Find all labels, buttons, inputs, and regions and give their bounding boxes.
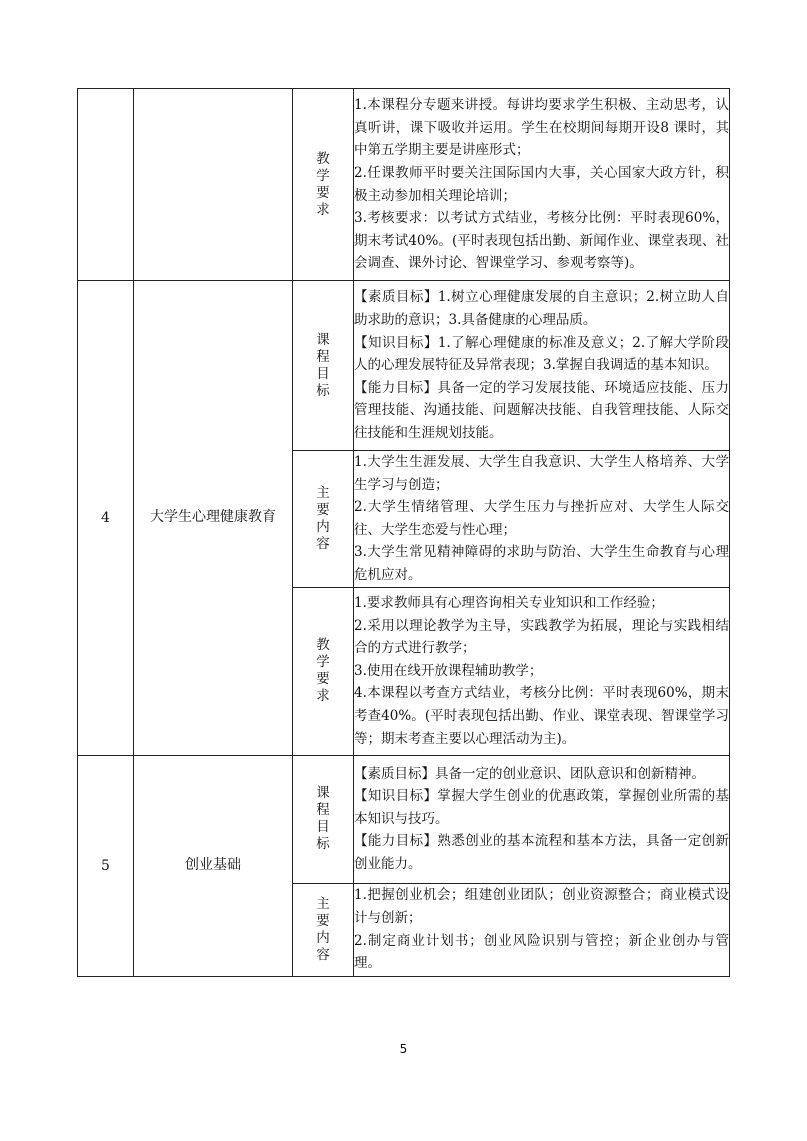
- table-row: [78, 89, 730, 281]
- row-number-cell: 4: [78, 281, 134, 756]
- section-label: 教学要求: [316, 150, 330, 218]
- section-label-cell: [293, 587, 354, 755]
- section-label: 教学要求: [316, 637, 330, 705]
- section-content: 1.大学生生涯发展、大学生自我意识、大学生人格培养、大学生学习与创造； 2.大学生情绪管理、大学生压力与挫折应对、大学生人际交往、大学生恋爱与性心理； 3.大学生常见精神障碍的求助与防治、大学生生命教育与心理危机应对。: [354, 451, 730, 588]
- course-name-cell: 大学生心理健康教育: [134, 281, 293, 756]
- section-label: 课程目标: [316, 331, 330, 399]
- course-name-cell: [134, 89, 293, 281]
- course-name-cell: 创业基础: [134, 755, 293, 976]
- page-number: 5: [399, 1042, 408, 1056]
- section-content: 1.本课程分专题来讲授。每讲均要求学生积极、主动思考，认真听讲，课下吸收并运用。学生在校期间每期开设8 课时，其中第五学期主要是讲座形式； 2.任课教师平时要关注国际国内大事，关心国家大政方针，积极主动参加相关理论培训； 3.考核要求：以考试方式结业，考核分比例：平时表现60%，期末考试40%。(平时表现包括出勤、新闻作业、课堂表现、社会调查、课外讨论、智课堂学习、参观考察等)。: [354, 89, 730, 281]
- section-label-cell: [293, 755, 354, 883]
- section-content: 1.要求教师具有心理咨询相关专业知识和工作经验； 2.采用以理论教学为主导，实践教学为拓展，理论与实践相结合的方式进行教学； 3.使用在线开放课程辅助教学； 4.本课程以考查方式结业，考核分比例：平时表现60%，期末考查40%。(平时表现包括出勤、作业、课堂表现、智课堂学习等；期末考查主要以心理活动为主)。: [354, 587, 730, 755]
- section-content: 【素质目标】1.树立心理健康发展的自主意识；2.树立助人自助求助的意识；3.具备健康的心理品质。 【知识目标】1.了解心理健康的标准及意义；2.了解大学阶段人的心理发展特征及异常表现；3.掌握自我调适的基本知识。 【能力目标】具备一定的学习发展技能、环境适应技能、压力管理技能、沟通技能、问题解决技能、自我管理技能、人际交往技能和生涯规划技能。: [354, 281, 730, 451]
- section-label-cell: [293, 451, 354, 588]
- section-content: 【素质目标】具备一定的创业意识、团队意识和创新精神。 【知识目标】掌握大学生创业的优惠政策，掌握创业所需的基本知识与技巧。 【能力目标】熟悉创业的基本流程和基本方法，具备一定创新创业能力。: [354, 755, 730, 883]
- section-label-cell: [293, 883, 354, 976]
- section-label: 主要内容: [316, 484, 330, 552]
- table-row: [78, 281, 730, 451]
- section-label: 课程目标: [316, 785, 330, 853]
- section-label: 主要内容: [316, 895, 330, 963]
- section-content: 1.把握创业机会；组建创业团队；创业资源整合；商业模式设计与创新； 2.制定商业计划书；创业风险识别与管控；新企业创办与管理。: [354, 883, 730, 976]
- section-label-cell: [293, 281, 354, 451]
- course-table: [77, 88, 730, 977]
- row-number-cell: [78, 89, 134, 281]
- section-label-cell: [293, 89, 354, 281]
- row-number-cell: 5: [78, 755, 134, 976]
- table-row: [78, 755, 730, 883]
